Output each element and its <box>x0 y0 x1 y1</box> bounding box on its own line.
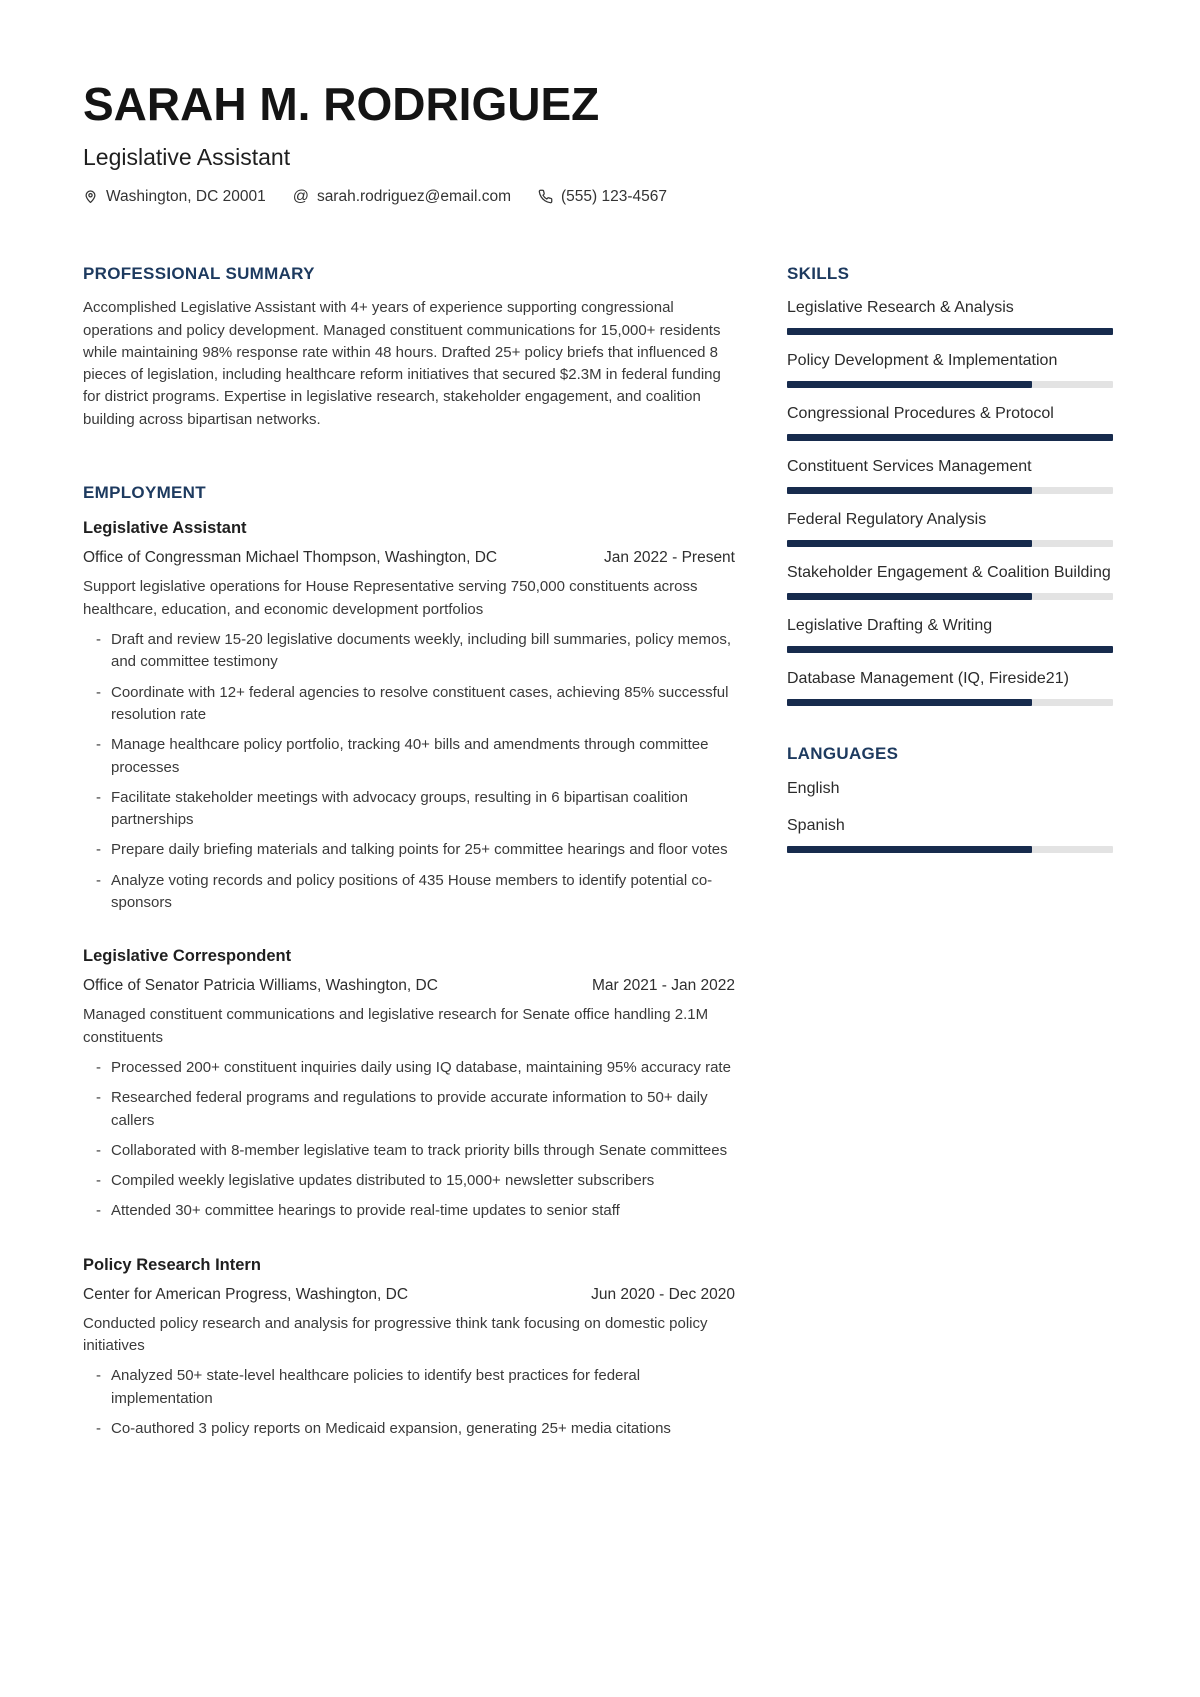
languages-section <box>787 744 1113 852</box>
job-title: Legislative Assistant <box>83 519 247 538</box>
skill-level-bar <box>787 646 1113 653</box>
location-pin-icon <box>83 189 98 204</box>
skills-heading: SKILLS <box>787 263 850 283</box>
contact-phone <box>538 188 667 206</box>
skill-level-bar <box>787 487 1113 494</box>
job-entry <box>83 1254 735 1440</box>
languages-list <box>787 778 1113 853</box>
skill-item <box>787 815 1113 853</box>
skill-level-fill <box>787 540 1032 547</box>
job-company: Office of Congressman Michael Thompson, Washington, DC <box>83 549 498 567</box>
job-dates: Jun 2020 - Dec 2020 <box>591 1285 735 1303</box>
summary-section <box>83 264 735 431</box>
skill-item <box>787 297 1113 335</box>
main-column <box>83 264 735 1448</box>
contact-row <box>83 188 1113 206</box>
contact-email <box>293 188 511 206</box>
skill-level-bar <box>787 593 1113 600</box>
skill-level-fill <box>787 434 1113 441</box>
job-bullet: - Analyze voting records and policy positions of 435 House members to identify potential co-sponsors <box>83 870 735 915</box>
skill-item <box>787 509 1113 547</box>
job-title: Policy Research Intern <box>83 1255 261 1274</box>
skill-item <box>787 615 1113 653</box>
job-description: Conducted policy research and analysis for progressive think tank focusing on domestic policy initiatives <box>83 1314 708 1354</box>
summary-text: Accomplished Legislative Assistant with 4+ years of experience supporting congressional operations and policy development. Managed constituent communications for 15,000+ residents while maintaining 98% response rate within 48 hours. Drafted 25+ policy briefs that influenced 8 pieces of legislation, including healthcare reform initiatives that secured $2.3M in federal funding for district programs. Expertise in legislative research, stakeholder engagement, and coalition building across bipartisan networks. <box>83 299 721 428</box>
job-bullet: - Coordinate with 12+ federal agencies to resolve constituent cases, achieving 85% successful resolution rate <box>83 682 735 727</box>
skill-level-fill <box>787 846 1032 853</box>
jobs <box>83 517 735 1440</box>
job-bullet: - Processed 200+ constituent inquiries daily using IQ database, maintaining 95% accuracy rate <box>83 1057 735 1079</box>
skill-label: Legislative Drafting & Writing <box>787 617 993 635</box>
employment-section <box>83 483 735 1440</box>
skill-level-fill <box>787 646 1113 653</box>
job-bullet: - Draft and review 15-20 legislative documents weekly, including bill summaries, policy memos, and committee testimony <box>83 629 735 674</box>
employment-heading: EMPLOYMENT <box>83 483 206 503</box>
contact-phone-text: (555) 123-4567 <box>561 187 667 205</box>
contact-location-text: Washington, DC 20001 <box>106 187 266 205</box>
job-bullets <box>83 1365 735 1440</box>
skills-list <box>787 297 1113 706</box>
job-bullet: - Researched federal programs and regulations to provide accurate information to 50+ daily callers <box>83 1087 735 1132</box>
skill-label: Spanish <box>787 816 845 834</box>
skill-label: Policy Development & Implementation <box>787 352 1058 370</box>
skill-level-fill <box>787 487 1032 494</box>
skill-level-fill <box>787 381 1032 388</box>
skill-label: English <box>787 779 840 797</box>
job-bullet: - Collaborated with 8-member legislative team to track priority bills through Senate committees <box>83 1140 735 1162</box>
phone-icon <box>538 189 553 204</box>
job-bullet: - Analyzed 50+ state-level healthcare policies to identify best practices for federal implementation <box>83 1365 735 1410</box>
job-company: Office of Senator Patricia Williams, Washington, DC <box>83 977 438 995</box>
skill-label: Stakeholder Engagement & Coalition Building <box>787 564 1111 582</box>
skill-item <box>787 350 1113 388</box>
job-bullet: - Prepare daily briefing materials and talking points for 25+ committee hearings and floor votes <box>83 839 735 861</box>
job-description: Managed constituent communications and legislative research for Senate office handling 2.1M constituents <box>83 1006 709 1046</box>
job-bullet: - Compiled weekly legislative updates distributed to 15,000+ newsletter subscribers <box>83 1170 735 1192</box>
job-description: Support legislative operations for House Representative serving 750,000 constituents across healthcare, education, and economic development portfolios <box>83 578 698 618</box>
skill-label: Congressional Procedures & Protocol <box>787 405 1054 423</box>
resume-header <box>83 78 1113 206</box>
skill-level-fill <box>787 593 1032 600</box>
skill-label: Constituent Services Management <box>787 458 1032 476</box>
job-bullets <box>83 1057 735 1223</box>
side-column <box>787 264 1113 1448</box>
skill-item <box>787 456 1113 494</box>
job-meta-row <box>83 975 735 997</box>
skill-label: Database Management (IQ, Fireside21) <box>787 670 1069 688</box>
job-dates: Mar 2021 - Jan 2022 <box>591 977 735 995</box>
job-bullet: - Facilitate stakeholder meetings with advocacy groups, resulting in 6 bipartisan coalition partnerships <box>83 787 735 832</box>
skill-level-bar <box>787 699 1113 706</box>
skills-section <box>787 264 1113 706</box>
skill-item <box>787 668 1113 706</box>
job-bullet: - Co-authored 3 policy reports on Medicaid expansion, generating 25+ media citations <box>83 1418 735 1440</box>
skill-item <box>787 403 1113 441</box>
job-bullet: - Attended 30+ committee hearings to provide real-time updates to senior staff <box>83 1200 735 1222</box>
contact-email-text: sarah.rodriguez@email.com <box>316 187 511 205</box>
job-entry <box>83 517 735 914</box>
skill-level-bar <box>787 540 1113 547</box>
job-bullet: - Manage healthcare policy portfolio, tracking 40+ bills and amendments through committee processes <box>83 734 735 779</box>
skill-level-bar <box>787 434 1113 441</box>
two-column-layout <box>83 264 1113 1448</box>
skill-label: Legislative Research & Analysis <box>787 299 1014 317</box>
skill-level-fill <box>787 699 1032 706</box>
job-company: Center for American Progress, Washington, DC <box>83 1285 409 1303</box>
job-bullets <box>83 629 735 914</box>
skill-item <box>787 778 1113 800</box>
summary-heading: PROFESSIONAL SUMMARY <box>83 263 315 283</box>
job-dates: Jan 2022 - Present <box>604 549 735 567</box>
contact-location <box>83 188 266 206</box>
job-title: Legislative Correspondent <box>83 947 292 966</box>
languages-heading: LANGUAGES <box>787 744 899 764</box>
job-meta-row <box>83 1284 735 1306</box>
job-entry <box>83 945 735 1222</box>
skill-level-bar <box>787 328 1113 335</box>
person-job-title: Legislative Assistant <box>83 143 291 170</box>
skill-level-bar <box>787 381 1113 388</box>
skill-label: Federal Regulatory Analysis <box>787 511 987 529</box>
at-sign-icon: @ <box>292 187 309 205</box>
skill-item <box>787 562 1113 600</box>
skill-level-bar <box>787 846 1113 853</box>
job-meta-row <box>83 547 735 569</box>
person-name: SARAH M. RODRIGUEZ <box>83 78 600 130</box>
skill-level-fill <box>787 328 1113 335</box>
